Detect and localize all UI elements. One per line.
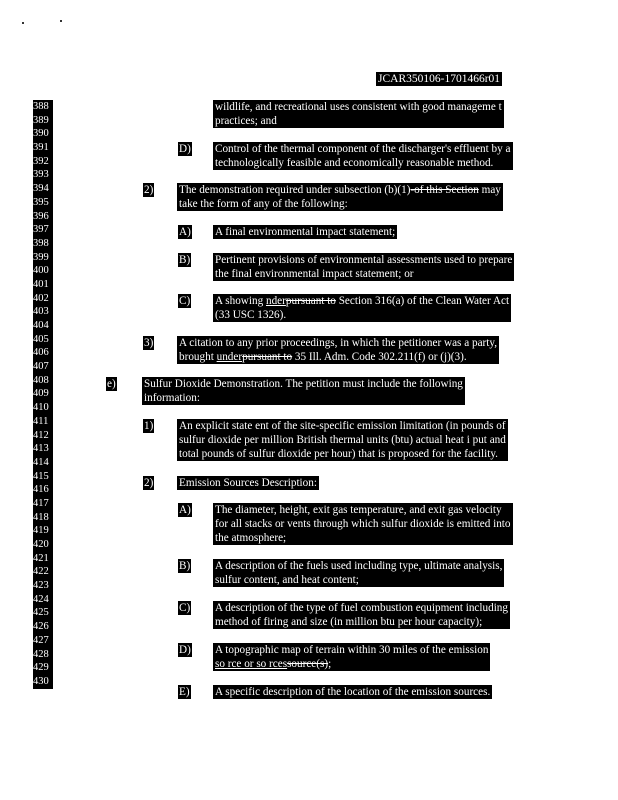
text-line: Pertinent provisions of environmental assessments used to prepare (215, 254, 513, 266)
line-number: 393 (33, 169, 49, 181)
item-marker: B) (179, 254, 191, 266)
line-number: 419 (33, 525, 49, 537)
line-number: 430 (33, 675, 49, 687)
text-line: An explicit state ent of the site-specific emission limitation (in pounds of (179, 420, 506, 432)
line-number: 420 (33, 539, 49, 550)
text-line: the atmosphere; (215, 532, 287, 544)
text-line: Sulfur Dioxide Demonstration. The petition must include the following (144, 378, 463, 390)
deleted-text: -of this Section (410, 184, 479, 196)
text-line: sulfur content, and heat content; (215, 574, 359, 586)
text-run: Section 316(a) of the Clean Water Act (335, 295, 510, 307)
text-block (213, 253, 514, 281)
item-marker: E) (179, 686, 190, 698)
item-marker: D) (179, 143, 191, 155)
text-line (179, 350, 497, 364)
line-number: 389 (33, 114, 49, 126)
line-number: 394 (33, 183, 49, 195)
line-number: 416 (33, 484, 49, 496)
line-number: 421 (33, 552, 49, 564)
scan-speck (22, 22, 24, 24)
line-number: 426 (33, 621, 49, 633)
text-line: A citation to any prior proceedings, in which the petitioner was a party, (179, 337, 498, 349)
line-number: 388 (33, 101, 49, 112)
line-number: 414 (33, 456, 49, 468)
text-line: for all stacks or vents through which sulfur dioxide is emitted into (215, 518, 511, 530)
text-line (215, 657, 488, 671)
text-run: ; (328, 658, 332, 670)
line-number: 402 (33, 292, 49, 304)
line-number: 405 (33, 333, 49, 345)
item-marker: D) (179, 644, 191, 656)
line-number: 411 (33, 415, 49, 427)
text-block (177, 419, 508, 461)
item-marker: 3) (144, 337, 154, 349)
line-number: 399 (33, 251, 49, 263)
text-line: A topographic map of terrain within 30 miles of the emission (215, 644, 489, 656)
text-block (142, 377, 465, 405)
item-marker: C) (179, 295, 191, 307)
text-block (213, 559, 504, 587)
line-number: 415 (33, 470, 49, 482)
inserted-text: so rce or so rces (215, 658, 288, 670)
item-marker: 1) (144, 420, 154, 432)
text-line: method of firing and size (in million btu per hour capacity); (215, 616, 483, 628)
line-number: 407 (33, 361, 49, 373)
text-run: may (478, 184, 501, 196)
line-number: 424 (33, 593, 49, 605)
item-marker: 2) (144, 477, 154, 489)
line-number: 404 (33, 320, 49, 331)
text-run: A showing (215, 295, 266, 307)
text-line: the final environmental impact statement; or (215, 268, 414, 280)
item-marker: e) (107, 378, 116, 390)
item-marker: B) (179, 560, 191, 572)
scan-speck (60, 20, 62, 22)
text-block (177, 336, 499, 364)
line-number: 398 (33, 237, 49, 249)
line-number: 423 (33, 580, 49, 592)
text-run: The demonstration required under subsection (b)(1) (179, 184, 411, 196)
text-block (213, 100, 504, 128)
line-number: 401 (33, 278, 49, 290)
line-number: 417 (33, 497, 49, 509)
text-line: Emission Sources Description: (179, 477, 317, 489)
item-marker: A) (179, 504, 191, 516)
line-number: 428 (33, 648, 49, 660)
text-line: A final environmental impact statement; (215, 226, 396, 238)
line-number: 427 (33, 634, 49, 646)
line-number: 422 (33, 566, 49, 578)
text-block (213, 225, 397, 239)
text-block (213, 685, 492, 699)
line-number: 397 (33, 224, 49, 236)
text-line: sulfur dioxide per million British thermal units (btu) actual heat i put and (179, 434, 506, 446)
text-block (213, 294, 511, 322)
text-run: brought (179, 351, 217, 363)
text-line: The diameter, height, exit gas temperature, and exit gas velocity (215, 504, 502, 516)
deleted-text: source(s) (287, 658, 329, 670)
line-number: 413 (33, 443, 49, 455)
deleted-text: pursuant to (242, 351, 293, 363)
text-line: wildlife, and recreational uses consistent with good manageme t (215, 101, 502, 113)
line-numbers (33, 100, 53, 689)
line-number: 410 (33, 402, 49, 414)
line-number: 391 (33, 142, 49, 154)
line-number: 403 (33, 306, 49, 318)
line-number: 395 (33, 196, 49, 208)
line-number: 418 (33, 511, 49, 523)
text-block (213, 601, 510, 629)
text-line (215, 294, 509, 308)
line-number: 412 (33, 429, 49, 441)
line-number: 400 (33, 265, 49, 277)
text-line: Control of the thermal component of the discharger's effluent by a (215, 143, 511, 155)
line-number: 406 (33, 347, 49, 359)
line-number: 390 (33, 128, 49, 140)
line-number: 409 (33, 388, 49, 400)
text-block (213, 142, 513, 170)
text-line: information: (144, 392, 200, 404)
text-line: practices; and (215, 115, 277, 127)
text-line: A description of the fuels used including type, ultimate analysis, (215, 560, 503, 572)
item-marker: C) (179, 602, 191, 614)
line-number: 396 (33, 210, 49, 222)
text-line: take the form of any of the following: (179, 198, 348, 210)
text-line: A specific description of the location of the emission sources. (215, 686, 491, 698)
text-line (179, 183, 501, 197)
line-number: 425 (33, 607, 49, 619)
text-block (177, 476, 319, 490)
inserted-text: under (216, 351, 243, 363)
line-number: 392 (33, 155, 49, 167)
text-block (213, 643, 490, 671)
item-marker: A) (179, 226, 191, 238)
text-line: total pounds of sulfur dioxide per hour) that is proposed for the facility. (179, 448, 498, 460)
text-block (177, 183, 503, 211)
inserted-text: nder (265, 295, 286, 307)
text-run: 35 Ill. Adm. Code 302.211(f) or (j)(3). (292, 351, 467, 363)
line-number: 429 (33, 662, 49, 674)
line-number: 408 (33, 374, 49, 386)
text-block (213, 503, 513, 545)
item-marker: 2) (144, 184, 154, 196)
text-line: technologically feasible and economically reasonable method. (215, 157, 494, 169)
document-code: JCAR350106-1701466r01 (378, 73, 501, 85)
deleted-text: pursuant to (285, 295, 336, 307)
text-line: A description of the type of fuel combustion equipment including (215, 602, 508, 614)
text-line: (33 USC 1326). (215, 309, 287, 321)
